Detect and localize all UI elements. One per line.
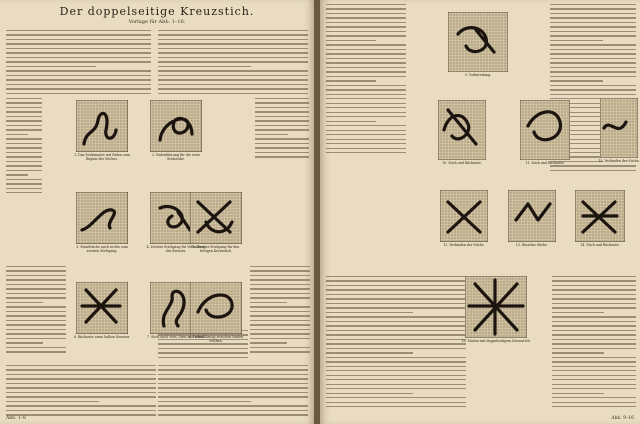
article-subtitle: Vorlage für Abb. 1–16. bbox=[128, 19, 186, 25]
figure-caption: 10. Stich und Rückseite. bbox=[442, 161, 482, 165]
page-number-left: Abb. 1–8 bbox=[6, 416, 26, 421]
text-block bbox=[326, 4, 406, 166]
stitch-figure-9 bbox=[448, 12, 508, 77]
stitch-figure-5 bbox=[190, 192, 242, 253]
stitch-diagram bbox=[190, 282, 242, 334]
stitch-diagram bbox=[190, 192, 242, 244]
stitch-diagram bbox=[520, 100, 570, 160]
figure-caption: 16. Muster mit doppelseitigem Kreuzstich. bbox=[461, 339, 531, 343]
stitch-figure-12 bbox=[440, 190, 488, 247]
text-block bbox=[6, 30, 151, 100]
figure-caption: 13. Einzelne Stiche. bbox=[515, 243, 549, 247]
text-block bbox=[326, 276, 466, 416]
figure-caption: 7. Stich nach vorn, oben und unten. bbox=[147, 335, 205, 339]
figure-caption: 2. Fadenführung für die erste Stichreihe. bbox=[152, 153, 200, 161]
figure-caption: 1. Das Stickmuster mit Faden zum Beginn des Stiches. bbox=[74, 153, 130, 161]
stitch-figure-6 bbox=[73, 282, 131, 339]
stitch-diagram bbox=[76, 100, 128, 152]
stitch-figure-11 bbox=[520, 100, 570, 165]
figure-caption: 11. Stich und Rückseite. bbox=[525, 161, 565, 165]
text-block bbox=[6, 266, 66, 358]
text-block bbox=[158, 30, 308, 100]
text-block bbox=[158, 365, 308, 421]
stitch-diagram bbox=[465, 276, 527, 338]
figure-caption: 4. Zweiter Stichgang für Vollendung des Kreuzes. bbox=[146, 245, 206, 253]
stitch-figure-16 bbox=[461, 276, 531, 343]
text-block bbox=[6, 98, 42, 198]
figure-caption: 3. Einzelstiche nach rechts zum zweiten Stichgang. bbox=[76, 245, 128, 253]
figure-caption: 9. Vorbereitung. bbox=[464, 73, 492, 77]
page-number-right: Abb. 9–16 bbox=[611, 416, 634, 421]
figure-caption: 15. Verbinden der Stiche. bbox=[598, 159, 640, 163]
figure-caption: 5. Zweiter Stichgang für den fertigen Kreuzstich. bbox=[192, 245, 240, 253]
stitch-diagram bbox=[448, 12, 508, 72]
stitch-diagram bbox=[508, 190, 556, 242]
stitch-figure-1 bbox=[76, 100, 128, 161]
stitch-diagram bbox=[76, 192, 128, 244]
figure-caption: 8. Fadenführung zwischen beiden Stichen. bbox=[188, 335, 244, 343]
stitch-figure-3 bbox=[76, 192, 128, 253]
text-block bbox=[6, 365, 156, 421]
stitch-figure-14 bbox=[575, 190, 625, 247]
stitch-diagram bbox=[150, 100, 202, 152]
stitch-diagram bbox=[600, 98, 638, 158]
stitch-figure-13 bbox=[508, 190, 556, 247]
stitch-figure-8 bbox=[190, 282, 242, 343]
stitch-figure-10 bbox=[438, 100, 486, 165]
stitch-figure-15 bbox=[600, 98, 638, 163]
stitch-diagram bbox=[76, 282, 128, 334]
stitch-diagram bbox=[438, 100, 486, 160]
text-block bbox=[255, 98, 309, 162]
stitch-diagram bbox=[575, 190, 625, 242]
stitch-diagram bbox=[440, 190, 488, 242]
stitch-figure-2 bbox=[150, 100, 202, 161]
figure-caption: 6. Rückseite eines halben Kreuzes. bbox=[73, 335, 131, 339]
figure-caption: 14. Stich und Rückseite. bbox=[580, 243, 620, 247]
thread-path bbox=[469, 280, 523, 334]
figure-caption: 12. Verbinden der Stiche. bbox=[443, 243, 485, 247]
article-title: Der doppelseitige Kreuzstich. bbox=[59, 5, 255, 18]
text-block bbox=[552, 276, 636, 416]
text-block bbox=[250, 266, 310, 356]
